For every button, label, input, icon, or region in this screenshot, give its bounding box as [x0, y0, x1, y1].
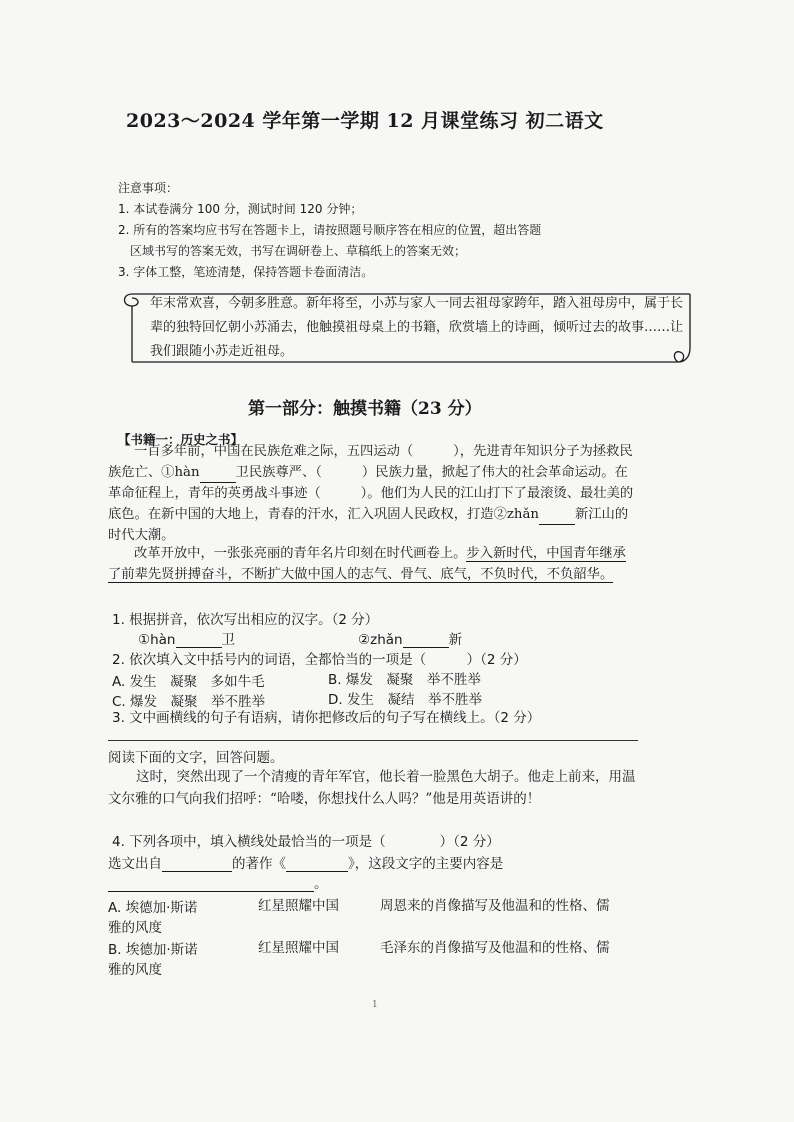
blank-content[interactable] [108, 891, 314, 892]
option-a[interactable]: A. 发生 凝聚 多如牛毛 [112, 674, 265, 690]
page-number: 1 [372, 1000, 378, 1010]
answer-line[interactable] [108, 740, 638, 741]
question-4: 4. 下列各项中，填入横线处最恰当的一项是（ ）（2 分） [112, 834, 500, 850]
part-one-title: 第一部分：触摸书籍（23 分） [248, 399, 482, 419]
notes-heading: 注意事项： [118, 181, 179, 195]
blank-zhan[interactable] [539, 524, 575, 525]
q4-option-a-author[interactable]: A. 埃德加·斯诺 [108, 900, 198, 916]
note-item: 区域书写的答案无效，书写在调研卷上、草稿纸上的答案无效； [130, 244, 467, 258]
notes-block [118, 178, 541, 283]
para1-part-a: 一百多年前，中国在民族危难之际，五四运动（ ），先进青年知识分子为拯救民族危亡、①hàn [108, 444, 633, 480]
question-2: 2. 依次填入文中括号内的词语，全都恰当的一项是（ ）（2 分） [112, 652, 527, 668]
q4-stem-end: 。 [108, 872, 328, 892]
question-3: 3. 文中画横线的句子有语病，请你把修改后的句子写在横线上。（2 分） [112, 710, 541, 726]
note-item: 2. 所有的答案均应书写在答题卡上，请按照题号顺序答在相应的位置，超出答题 [118, 223, 542, 237]
blank-han[interactable] [200, 482, 236, 483]
option-c[interactable]: C. 爆发 凝聚 举不胜举 [112, 694, 266, 710]
para2-part-a: 改革开放中，一张张亮丽的青年名片印刻在时代画卷上。 [134, 546, 467, 561]
option-b[interactable]: B. 爆发 凝聚 举不胜举 [328, 672, 481, 688]
q4-option-a-content: 周恩来的肖像描写及他温和的性格、儒 [380, 898, 610, 914]
note-item: 1. 本试卷满分 100 分，测试时间 120 分钟； [118, 202, 363, 216]
q4-stem: 选文出自 的著作《 》，这段文字的主要内容是 [108, 856, 504, 872]
note-item: 3. 字体工整，笔迹清楚，保持答题卡卷面清洁。 [118, 265, 374, 279]
question-1: 1. 根据拼音，依次写出相应的汉字。（2 分） [112, 612, 379, 628]
passage-paragraph [108, 441, 638, 546]
q1-answer-b: ②zhǎn 新 [358, 632, 463, 648]
underlined-sentence: 步入新时代，中国青年继承了前辈先贤拼搏奋斗，不断扩大做中国人的志气、骨气、底气，不负时代，不负韶华。 [108, 546, 626, 582]
q4-option-a-content-cont: 雅的风度 [108, 920, 162, 936]
reading-intro: 阅读下面的文字，回答问题。 [108, 750, 284, 766]
q4-option-b-author[interactable]: B. 埃德加·斯诺 [108, 942, 198, 958]
para1-part-b: 卫民族尊严、（ ）民族力量，掀起了伟大的社会革命运动。在革命征程上，青年的英勇战斗事迹（ ）。他们为人民的江山打下了最滚烫、最壮美的底色。在新中国的大地上，青春的汗水，汇入巩固人民政权，打造②zhǎn [108, 465, 634, 522]
page-title: 2023～2024 学年第一学期 12 月课堂练习 初二语文 [126, 110, 604, 132]
section-label: 【书籍一：历史之书】 [118, 432, 244, 447]
intro-scroll-box [118, 288, 698, 368]
q4-option-b-book: 红星照耀中国 [258, 940, 339, 956]
q4-option-a-book: 红星照耀中国 [258, 898, 339, 914]
q4-option-b-content-cont: 雅的风度 [108, 962, 162, 978]
para1-part-c: 新江山的时代大潮。 [108, 507, 629, 543]
reading-passage: 这时，突然出现了一个清瘦的青年军官，他长着一脸黑色大胡子。他走上前来，用温文尔雅的口气向我们招呼：“哈喽，你想找什么人吗？”他是用英语讲的！ [108, 769, 636, 807]
intro-text: 年末常欢喜，今朝多胜意。新年将至，小苏与家人一同去祖母家跨年，踏入祖母房中，属于长辈的独特回忆朝小苏涌去，他触摸祖母桌上的书籍，欣赏墙上的诗画，倾听过去的故事……让我们跟随小苏走近祖母。 [150, 296, 684, 359]
q1-answer-a: ①hàn 卫 [138, 632, 235, 648]
passage-paragraph [108, 543, 638, 585]
q4-option-b-content: 毛泽东的肖像描写及他温和的性格、儒 [380, 940, 610, 956]
option-d[interactable]: D. 发生 凝结 举不胜举 [328, 692, 482, 708]
